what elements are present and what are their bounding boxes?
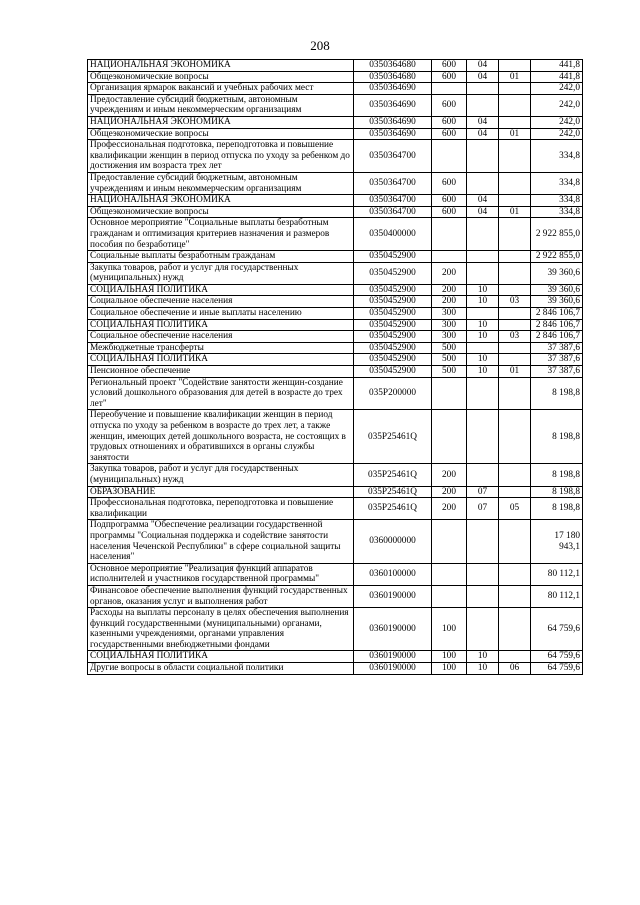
- row-name: Социальные выплаты безработным гражданам: [88, 251, 354, 263]
- row-section: 04: [467, 195, 499, 207]
- row-subsection: [499, 308, 531, 320]
- row-subsection: [499, 377, 531, 410]
- row-name: НАЦИОНАЛЬНАЯ ЭКОНОМИКА: [88, 116, 354, 128]
- row-amount: 37 387,6: [531, 366, 583, 378]
- row-amount: 8 198,8: [531, 464, 583, 486]
- row-expense-type: [432, 140, 467, 173]
- row-section: [467, 464, 499, 486]
- row-expense-type: 100: [432, 663, 467, 675]
- row-expense-type: 600: [432, 94, 467, 116]
- row-code: 0350364700: [354, 140, 432, 173]
- row-amount: 2 846 106,7: [531, 319, 583, 331]
- table-row: [88, 60, 583, 72]
- row-name: Расходы на выплаты персоналу в целях обеспечения выполнения функций государственными (муниципальными) органами, казенными учреждениями, органами управления государственными внебюджетными фондами: [88, 608, 354, 651]
- table-row: [88, 498, 583, 520]
- row-amount: 441,8: [531, 60, 583, 72]
- row-subsection: [499, 251, 531, 263]
- row-section: [467, 308, 499, 320]
- row-code: 0350364690: [354, 116, 432, 128]
- row-section: [467, 251, 499, 263]
- row-expense-type: 600: [432, 116, 467, 128]
- table-row: [88, 410, 583, 464]
- table-row: [88, 651, 583, 663]
- table-row: [88, 116, 583, 128]
- row-subsection: 05: [499, 498, 531, 520]
- row-code: 0350452900: [354, 284, 432, 296]
- row-subsection: 03: [499, 331, 531, 343]
- table-row: [88, 284, 583, 296]
- row-expense-type: [432, 377, 467, 410]
- row-name: Социальное обеспечение населения: [88, 331, 354, 343]
- row-amount: 2 922 855,0: [531, 251, 583, 263]
- row-amount: 441,8: [531, 71, 583, 83]
- row-subsection: 01: [499, 71, 531, 83]
- row-expense-type: 200: [432, 284, 467, 296]
- row-amount: 334,8: [531, 140, 583, 173]
- row-subsection: [499, 60, 531, 72]
- row-section: 10: [467, 651, 499, 663]
- table-row: [88, 331, 583, 343]
- row-expense-type: [432, 585, 467, 607]
- row-section: 04: [467, 116, 499, 128]
- row-expense-type: 600: [432, 206, 467, 218]
- row-subsection: [499, 608, 531, 651]
- row-code: 0350452900: [354, 354, 432, 366]
- row-subsection: [499, 94, 531, 116]
- row-section: [467, 377, 499, 410]
- row-name: Региональный проект "Содействие занятости женщин-создание условий дошкольного образования для детей в возрасте до трех лет": [88, 377, 354, 410]
- row-amount: 39 360,6: [531, 296, 583, 308]
- row-code: 0350452900: [354, 319, 432, 331]
- row-section: [467, 218, 499, 251]
- row-amount: 242,0: [531, 83, 583, 95]
- row-expense-type: 200: [432, 498, 467, 520]
- row-section: 04: [467, 206, 499, 218]
- row-amount: 334,8: [531, 172, 583, 194]
- row-code: 0360190000: [354, 651, 432, 663]
- row-code: 0350400000: [354, 218, 432, 251]
- row-name: НАЦИОНАЛЬНАЯ ЭКОНОМИКА: [88, 195, 354, 207]
- row-expense-type: [432, 410, 467, 464]
- page-number: 208: [310, 38, 330, 53]
- table-row: [88, 342, 583, 354]
- row-subsection: [499, 262, 531, 284]
- row-section: 10: [467, 331, 499, 343]
- row-expense-type: [432, 520, 467, 563]
- row-subsection: [499, 83, 531, 95]
- row-subsection: [499, 116, 531, 128]
- row-name: Закупка товаров, работ и услуг для государственных (муниципальных) нужд: [88, 464, 354, 486]
- row-amount: 2 846 106,7: [531, 308, 583, 320]
- row-section: [467, 140, 499, 173]
- row-code: 0350364690: [354, 128, 432, 140]
- row-code: 0350364700: [354, 195, 432, 207]
- row-expense-type: 600: [432, 71, 467, 83]
- row-amount: 8 198,8: [531, 486, 583, 498]
- row-section: [467, 520, 499, 563]
- row-name: СОЦИАЛЬНАЯ ПОЛИТИКА: [88, 284, 354, 296]
- row-name: СОЦИАЛЬНАЯ ПОЛИТИКА: [88, 354, 354, 366]
- row-name: Организация ярмарок вакансий и учебных рабочих мест: [88, 83, 354, 95]
- row-amount: 2 922 855,0: [531, 218, 583, 251]
- row-amount: 64 759,6: [531, 608, 583, 651]
- row-expense-type: 500: [432, 342, 467, 354]
- row-section: 10: [467, 296, 499, 308]
- row-subsection: [499, 585, 531, 607]
- row-amount: 80 112,1: [531, 563, 583, 585]
- budget-table: [87, 59, 583, 675]
- row-expense-type: 300: [432, 331, 467, 343]
- row-name: Предоставление субсидий бюджетным, автономным учреждениям и иным некоммерческим организациям: [88, 94, 354, 116]
- row-name: Межбюджетные трансферты: [88, 342, 354, 354]
- table-row: [88, 308, 583, 320]
- row-subsection: [499, 563, 531, 585]
- row-code: 0360190000: [354, 585, 432, 607]
- row-expense-type: 600: [432, 195, 467, 207]
- row-amount: 64 759,6: [531, 663, 583, 675]
- row-code: 035P25461Q: [354, 410, 432, 464]
- table-row: [88, 128, 583, 140]
- table-row: [88, 520, 583, 563]
- table-row: [88, 319, 583, 331]
- row-expense-type: 600: [432, 172, 467, 194]
- row-subsection: [499, 520, 531, 563]
- row-subsection: [499, 651, 531, 663]
- row-name: Основное мероприятие "Реализация функций аппаратов исполнителей и участников государственной программы": [88, 563, 354, 585]
- row-amount: 334,8: [531, 195, 583, 207]
- row-subsection: [499, 464, 531, 486]
- row-section: 10: [467, 284, 499, 296]
- row-code: 0350364700: [354, 206, 432, 218]
- row-expense-type: [432, 251, 467, 263]
- table-row: [88, 608, 583, 651]
- row-name: Подпрограмма "Обеспечение реализации государственной программы "Социальная поддержка и содействие занятости населения Чеченской Республики" в сфере социальной защиты населения": [88, 520, 354, 563]
- row-section: [467, 608, 499, 651]
- row-amount: 2 846 106,7: [531, 331, 583, 343]
- row-subsection: 06: [499, 663, 531, 675]
- row-section: [467, 585, 499, 607]
- row-code: 035P25461Q: [354, 464, 432, 486]
- row-name: Профессиональная подготовка, переподготовка и повышение квалификации: [88, 498, 354, 520]
- row-expense-type: 600: [432, 60, 467, 72]
- row-amount: 242,0: [531, 116, 583, 128]
- row-amount: 39 360,6: [531, 284, 583, 296]
- row-expense-type: 200: [432, 486, 467, 498]
- row-name: Общеэкономические вопросы: [88, 71, 354, 83]
- table-row: [88, 377, 583, 410]
- row-section: [467, 172, 499, 194]
- row-section: [467, 262, 499, 284]
- row-section: 10: [467, 319, 499, 331]
- row-amount: 242,0: [531, 128, 583, 140]
- table-row: [88, 486, 583, 498]
- row-expense-type: 100: [432, 651, 467, 663]
- row-expense-type: 500: [432, 366, 467, 378]
- row-section: 07: [467, 498, 499, 520]
- row-code: 035P25461Q: [354, 498, 432, 520]
- row-expense-type: 200: [432, 464, 467, 486]
- row-subsection: 01: [499, 366, 531, 378]
- table-row: [88, 585, 583, 607]
- table-row: [88, 563, 583, 585]
- row-subsection: [499, 410, 531, 464]
- row-code: 0350364700: [354, 172, 432, 194]
- row-name: НАЦИОНАЛЬНАЯ ЭКОНОМИКА: [88, 60, 354, 72]
- row-expense-type: 600: [432, 128, 467, 140]
- row-subsection: [499, 486, 531, 498]
- row-amount: 334,8: [531, 206, 583, 218]
- row-expense-type: [432, 83, 467, 95]
- row-section: 07: [467, 486, 499, 498]
- row-name: Основное мероприятие "Социальные выплаты безработным гражданам и оптимизация критериев назначения и размеров пособия по безработице": [88, 218, 354, 251]
- table-row: [88, 366, 583, 378]
- row-section: 10: [467, 354, 499, 366]
- row-subsection: 01: [499, 128, 531, 140]
- table-row: [88, 206, 583, 218]
- row-amount: 37 387,6: [531, 342, 583, 354]
- row-subsection: [499, 284, 531, 296]
- row-section: [467, 410, 499, 464]
- table-row: [88, 296, 583, 308]
- row-expense-type: 200: [432, 296, 467, 308]
- row-name: Профессиональная подготовка, переподготовка и повышение квалификации женщин в период отпуска по уходу за ребенком до достижения им возраста трех лет: [88, 140, 354, 173]
- table-row: [88, 251, 583, 263]
- row-amount: 39 360,6: [531, 262, 583, 284]
- table-row: [88, 140, 583, 173]
- row-name: Другие вопросы в области социальной политики: [88, 663, 354, 675]
- table-row: [88, 172, 583, 194]
- row-section: 10: [467, 663, 499, 675]
- row-subsection: [499, 342, 531, 354]
- row-expense-type: [432, 218, 467, 251]
- row-amount: 8 198,8: [531, 377, 583, 410]
- row-code: 0360190000: [354, 608, 432, 651]
- row-code: 0350452900: [354, 331, 432, 343]
- row-subsection: [499, 218, 531, 251]
- row-amount: 242,0: [531, 94, 583, 116]
- row-code: 0350452900: [354, 308, 432, 320]
- row-amount: 64 759,6: [531, 651, 583, 663]
- row-name: СОЦИАЛЬНАЯ ПОЛИТИКА: [88, 651, 354, 663]
- row-section: [467, 83, 499, 95]
- row-expense-type: 100: [432, 608, 467, 651]
- row-amount: 17 180 943,1: [531, 520, 583, 563]
- row-subsection: [499, 319, 531, 331]
- row-name: ОБРАЗОВАНИЕ: [88, 486, 354, 498]
- row-subsection: 01: [499, 206, 531, 218]
- row-code: 0360100000: [354, 563, 432, 585]
- row-section: 04: [467, 60, 499, 72]
- table-row: [88, 71, 583, 83]
- row-code: 0350364690: [354, 83, 432, 95]
- row-amount: 8 198,8: [531, 498, 583, 520]
- row-subsection: [499, 172, 531, 194]
- row-subsection: [499, 195, 531, 207]
- row-code: 0350452900: [354, 251, 432, 263]
- row-code: 0350452900: [354, 342, 432, 354]
- row-name: Социальное обеспечение населения: [88, 296, 354, 308]
- row-expense-type: 200: [432, 262, 467, 284]
- table-row: [88, 663, 583, 675]
- table-row: [88, 94, 583, 116]
- row-code: 0350452900: [354, 296, 432, 308]
- budget-table-body: [88, 60, 583, 675]
- row-code: 0350364680: [354, 60, 432, 72]
- row-expense-type: 300: [432, 308, 467, 320]
- row-section: 10: [467, 366, 499, 378]
- table-row: [88, 464, 583, 486]
- row-name: Общеэкономические вопросы: [88, 206, 354, 218]
- table-row: [88, 195, 583, 207]
- row-code: 0360000000: [354, 520, 432, 563]
- row-code: 0350452900: [354, 262, 432, 284]
- table-row: [88, 262, 583, 284]
- row-code: 035P25461Q: [354, 486, 432, 498]
- row-name: Пенсионное обеспечение: [88, 366, 354, 378]
- row-expense-type: 500: [432, 354, 467, 366]
- row-section: 04: [467, 71, 499, 83]
- row-subsection: [499, 140, 531, 173]
- table-row: [88, 83, 583, 95]
- row-code: 0350364690: [354, 94, 432, 116]
- row-name: Закупка товаров, работ и услуг для государственных (муниципальных) нужд: [88, 262, 354, 284]
- row-expense-type: 300: [432, 319, 467, 331]
- row-name: Предоставление субсидий бюджетным, автономным учреждениям и иным некоммерческим организациям: [88, 172, 354, 194]
- row-section: 04: [467, 128, 499, 140]
- row-section: [467, 94, 499, 116]
- row-name: Переобучение и повышение квалификации женщин в период отпуска по уходу за ребенком в возрасте до трех лет, а также женщин, имеющих детей дошкольного возраста, не состоящих в трудовых отношениях и обратившихся в органы службы занятости: [88, 410, 354, 464]
- table-row: [88, 218, 583, 251]
- row-subsection: [499, 354, 531, 366]
- row-amount: 8 198,8: [531, 410, 583, 464]
- row-section: [467, 342, 499, 354]
- row-section: [467, 563, 499, 585]
- table-row: [88, 354, 583, 366]
- row-code: 0350364680: [354, 71, 432, 83]
- row-name: Социальное обеспечение и иные выплаты населению: [88, 308, 354, 320]
- row-subsection: 03: [499, 296, 531, 308]
- row-name: Общеэкономические вопросы: [88, 128, 354, 140]
- row-code: 035P200000: [354, 377, 432, 410]
- row-name: Финансовое обеспечение выполнения функций государственных органов, оказания услуг и выполнения работ: [88, 585, 354, 607]
- row-amount: 37 387,6: [531, 354, 583, 366]
- row-amount: 80 112,1: [531, 585, 583, 607]
- row-code: 0360190000: [354, 663, 432, 675]
- row-expense-type: [432, 563, 467, 585]
- row-name: СОЦИАЛЬНАЯ ПОЛИТИКА: [88, 319, 354, 331]
- row-code: 0350452900: [354, 366, 432, 378]
